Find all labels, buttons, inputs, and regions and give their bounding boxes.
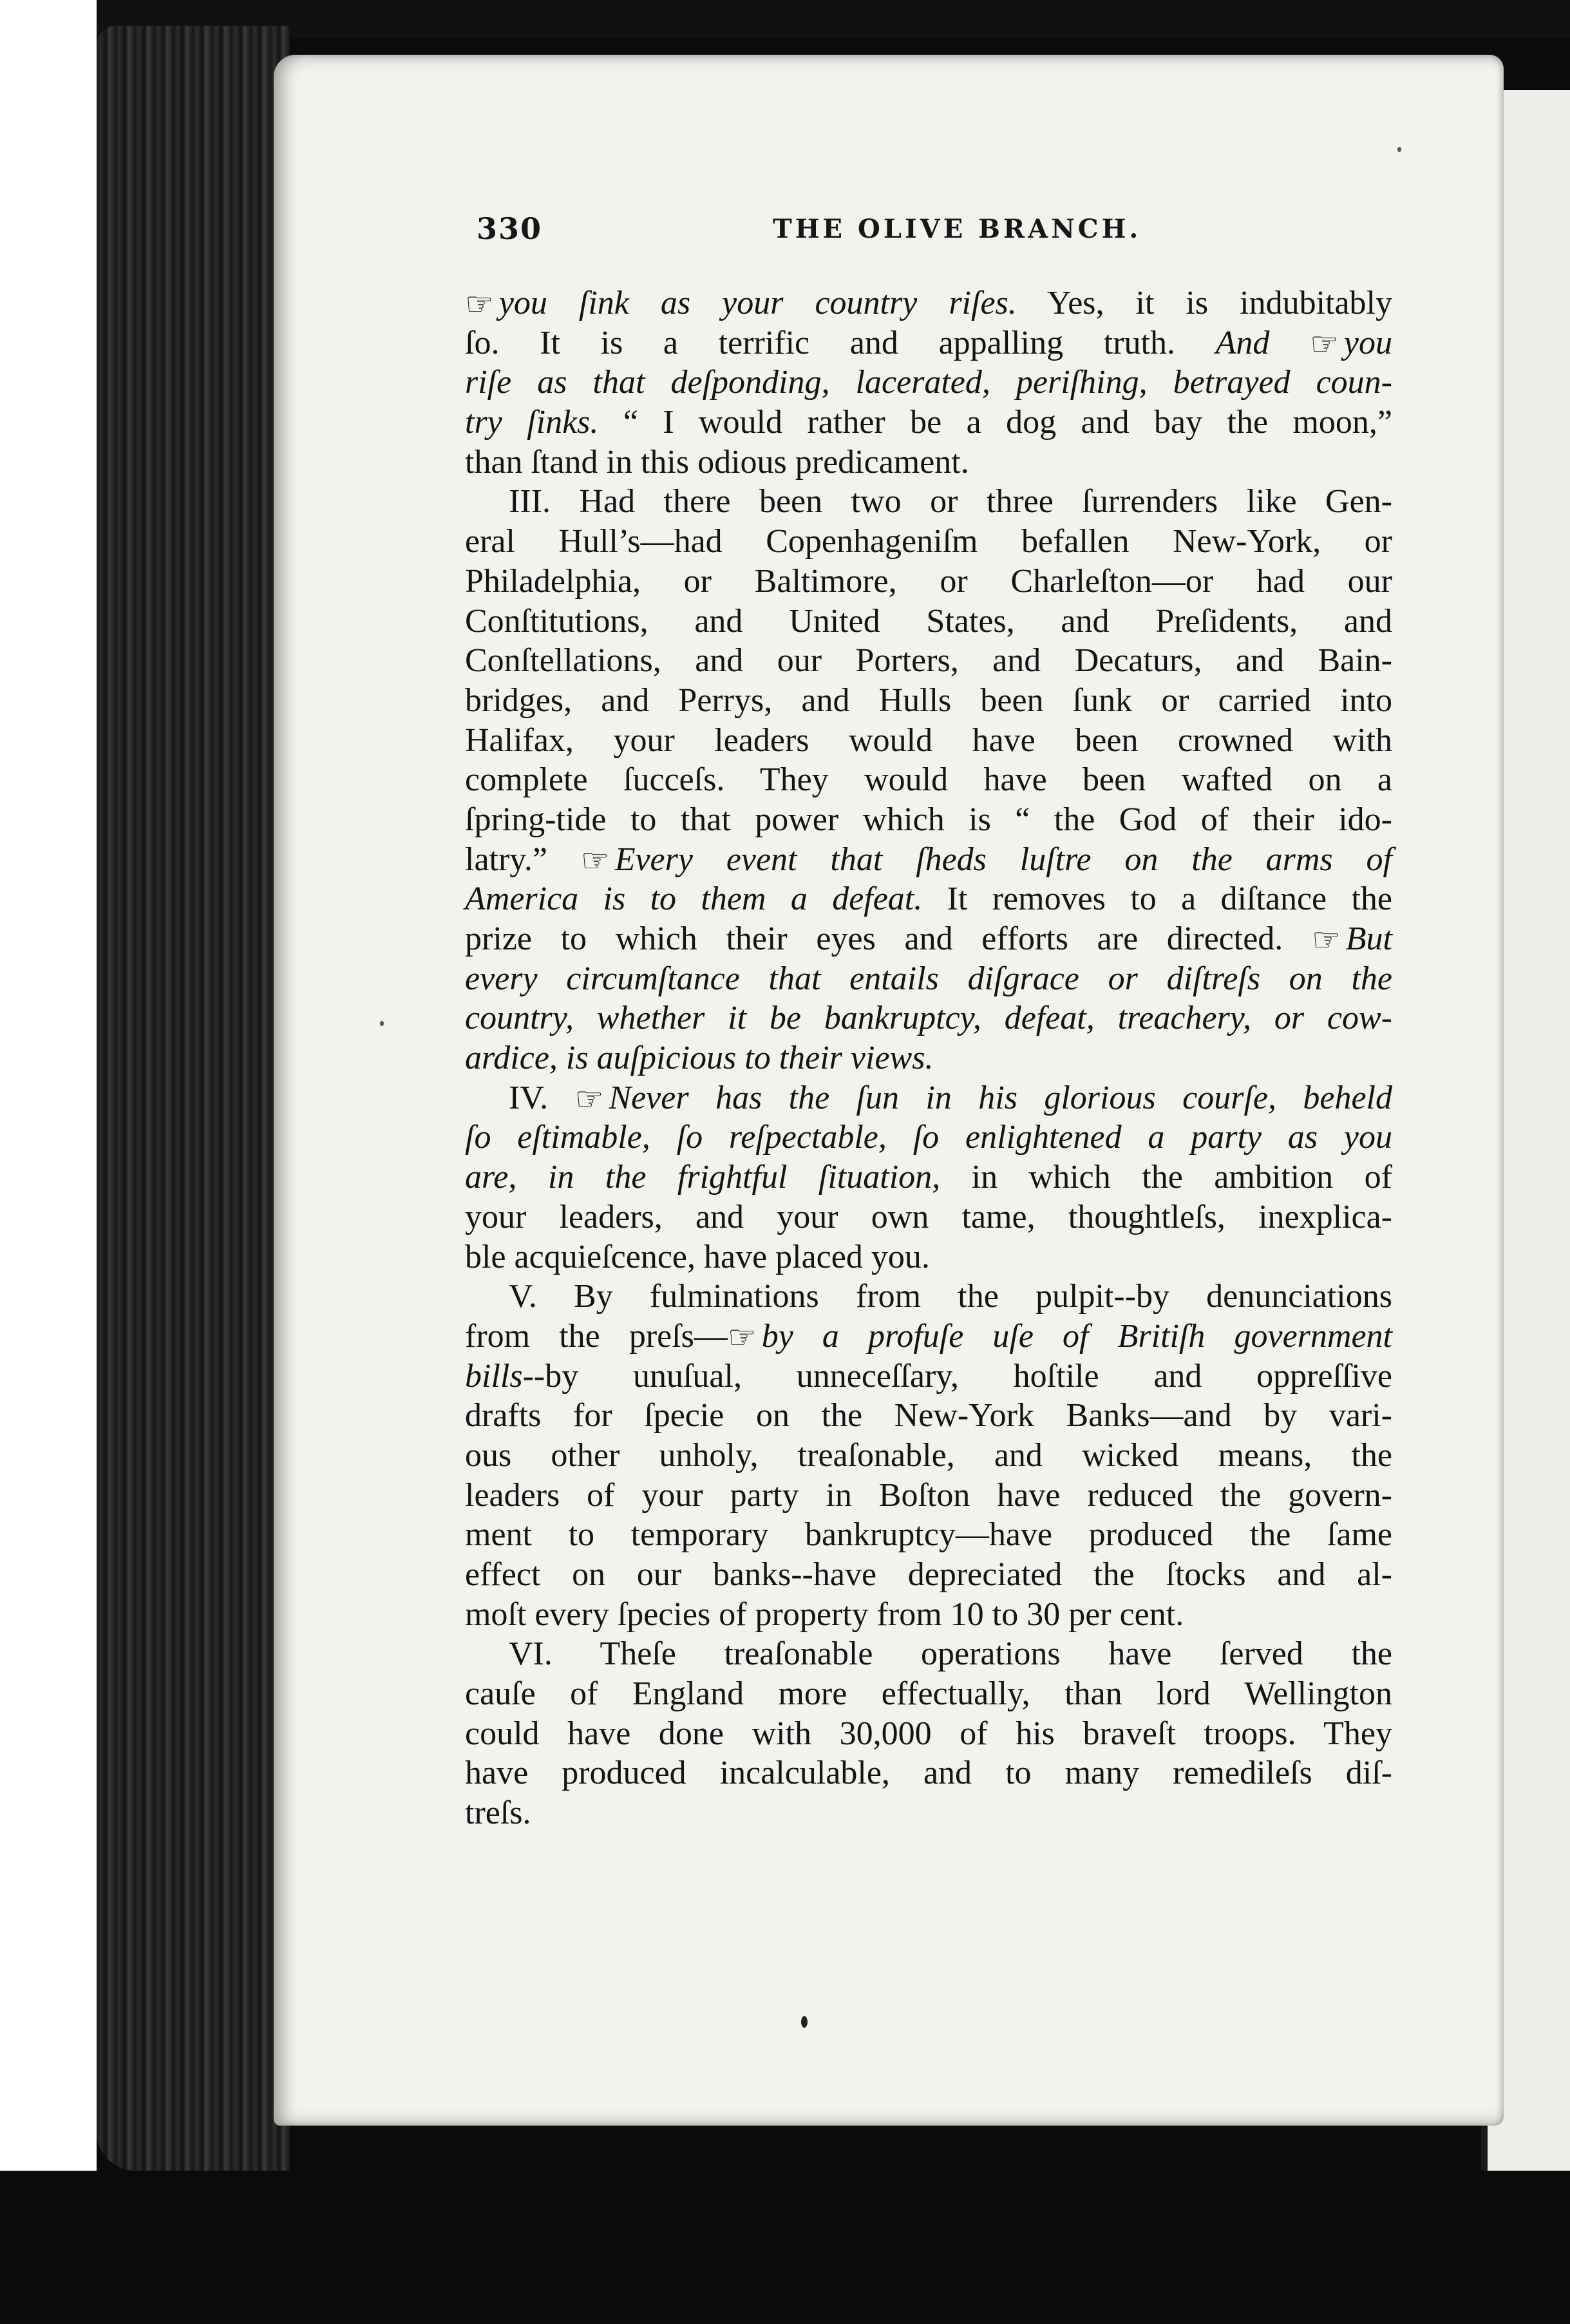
italic-text: ſo eſtimable, ſo reſpectable, ſo enlightened a party as you (465, 1119, 1392, 1156)
italic-text: Never has the ſun in his glorious courſe, beheld (609, 1079, 1392, 1116)
roman-text: could have done with 30,000 of his braveſt troops. They (465, 1715, 1392, 1752)
pointing-hand-icon: ☞ (1311, 922, 1341, 958)
pointing-hand-icon: ☞ (580, 842, 610, 879)
text-line (465, 1476, 1392, 1516)
italic-text: riſe as that deſponding, lacerated, periſhing, betrayed coun- (465, 364, 1392, 401)
roman-text: It removes to a diſtance the (922, 881, 1392, 918)
roman-text: complete ſucceſs. They would have been wafted on a (465, 761, 1392, 799)
text-line (465, 1595, 1392, 1635)
text-line (465, 760, 1392, 800)
roman-text: VI. Theſe treaſonable operations have ſerved the (509, 1635, 1392, 1673)
text-line (465, 283, 1392, 323)
italic-text: you (1343, 324, 1393, 361)
text-line (465, 323, 1392, 363)
italic-text: Every event that ſheds luſtre on the arms of (614, 841, 1392, 878)
ink-mark (801, 2016, 808, 2028)
text-line (465, 1157, 1392, 1197)
roman-text: than ſtand in this odious predicament. (465, 443, 969, 481)
pointing-hand-icon: ☞ (465, 286, 494, 322)
italic-text: And (1215, 324, 1310, 361)
roman-text: III. Had there been two or three ſurrenders like Gen- (509, 483, 1392, 520)
roman-text: ous other unholy, treaſonable, and wicked means, the (465, 1436, 1392, 1474)
text-line (465, 1396, 1392, 1436)
text-line (465, 919, 1392, 959)
roman-text: leaders of your party in Boſton have reduced the govern- (465, 1476, 1392, 1514)
text-line (465, 1317, 1392, 1357)
text-line (465, 522, 1392, 562)
italic-text: But (1345, 920, 1392, 957)
italic-text: bills (465, 1357, 523, 1395)
italic-text: by a profuſe uſe of Britiſh government (761, 1317, 1392, 1355)
roman-text: from the preſs— (465, 1317, 728, 1355)
roman-text: drafts for ſpecie on the New-York Banks—and by vari- (465, 1397, 1392, 1434)
text-line (465, 681, 1392, 721)
text-line (465, 1118, 1392, 1157)
text-line (465, 363, 1392, 403)
text-line (465, 1634, 1392, 1674)
text-line (465, 1753, 1392, 1793)
text-line (465, 1555, 1392, 1595)
roman-text: Yes, it is indubitably (1016, 285, 1392, 321)
text-line (465, 1674, 1392, 1714)
roman-text: in which the ambition of (940, 1159, 1392, 1196)
italic-text: you ſink as your country riſes. (498, 285, 1017, 321)
text-line (465, 800, 1392, 840)
roman-text: cauſe of England more effectually, than lord Wellington (465, 1675, 1392, 1713)
book-spine-edge (97, 26, 290, 2171)
text-line (465, 602, 1392, 642)
roman-text: prize to which their eyes and efforts are directed. (465, 920, 1312, 957)
italic-text: country, whether it be bankruptcy, defeat, treachery, or cow- (465, 1000, 1392, 1037)
roman-text: treſs. (465, 1795, 531, 1832)
pointing-hand-icon: ☞ (1310, 325, 1339, 362)
roman-text: V. By fulminations from the pulpit--by denunciations (509, 1278, 1392, 1315)
text-line (465, 721, 1392, 761)
text-line (465, 879, 1392, 919)
text-line (465, 443, 1392, 482)
roman-text: Conſtellations, and our Porters, and Decaturs, and Bain- (465, 642, 1392, 680)
italic-text: America is to them a defeat. (465, 881, 923, 918)
roman-text: Conſtitutions, and United States, and Preſidents, and (465, 602, 1392, 640)
ink-speck (380, 1021, 384, 1026)
body-text (465, 283, 1392, 1833)
roman-text: ſo. It is a terrific and appalling truth. (465, 324, 1216, 361)
roman-text: --by unuſual, unneceſſary, hoſtile and oppreſſive (522, 1357, 1392, 1395)
pointing-hand-icon: ☞ (574, 1080, 604, 1117)
roman-text: ſpring-tide to that power which is “ the God of their ido- (465, 801, 1392, 838)
text-line (465, 1197, 1392, 1237)
text-line (465, 1277, 1392, 1317)
text-line (465, 1714, 1392, 1754)
roman-text: Philadelphia, or Baltimore, or Charleſton—or had our (465, 562, 1392, 600)
text-line (465, 840, 1392, 880)
text-line (465, 1515, 1392, 1555)
roman-text: bridges, and Perrys, and Hulls been ſunk or carried into (465, 681, 1392, 719)
text-line (465, 1357, 1392, 1396)
roman-text: have produced incalculable, and to many remedileſs diſ- (465, 1755, 1392, 1792)
text-line (465, 1436, 1392, 1476)
roman-text: latry.” (465, 841, 581, 878)
text-line (465, 403, 1392, 443)
scan-left-margin (0, 0, 97, 2324)
roman-text: “ I would rather be a dog and bay the moon,” (598, 404, 1393, 441)
italic-text: try ſinks. (465, 404, 599, 441)
roman-text: your leaders, and your own tame, thoughtleſs, inexplica- (465, 1198, 1392, 1235)
text-line (465, 1237, 1392, 1277)
italic-text: ardice, is auſpicious to their views. (465, 1040, 934, 1077)
text-line (465, 1793, 1392, 1833)
text-line (465, 959, 1392, 999)
page-number: 330 (477, 211, 543, 246)
roman-text: ment to temporary bankruptcy—have produced the ſame (465, 1516, 1392, 1554)
roman-text: eral Hull’s—had Copenhageniſm befallen New-York, or (465, 523, 1392, 560)
roman-text: IV. (509, 1079, 575, 1116)
italic-text: every circumſtance that entails diſgrace or diſtreſs on the (465, 960, 1392, 997)
roman-text: Halifax, your leaders would have been crowned with (465, 721, 1392, 759)
text-line (465, 482, 1392, 522)
scan-bottom-border (0, 2171, 1570, 2324)
text-line (465, 1078, 1392, 1118)
roman-text: effect on our banks--have depreciated the ſtocks and al- (465, 1556, 1392, 1593)
roman-text: ble acquieſcence, have placed you. (465, 1238, 930, 1275)
page-header (477, 211, 1391, 250)
ink-speck (1397, 147, 1401, 152)
text-line (465, 998, 1392, 1038)
pointing-hand-icon: ☞ (727, 1319, 757, 1355)
text-line (465, 641, 1392, 681)
roman-text: moſt every ſpecies of property from 10 to 30 per cent. (465, 1595, 1184, 1633)
italic-text: are, in the frightful ſituation, (465, 1159, 941, 1196)
text-line (465, 562, 1392, 602)
running-head: THE OLIVE BRANCH. (773, 214, 1142, 244)
text-line (465, 1038, 1392, 1078)
